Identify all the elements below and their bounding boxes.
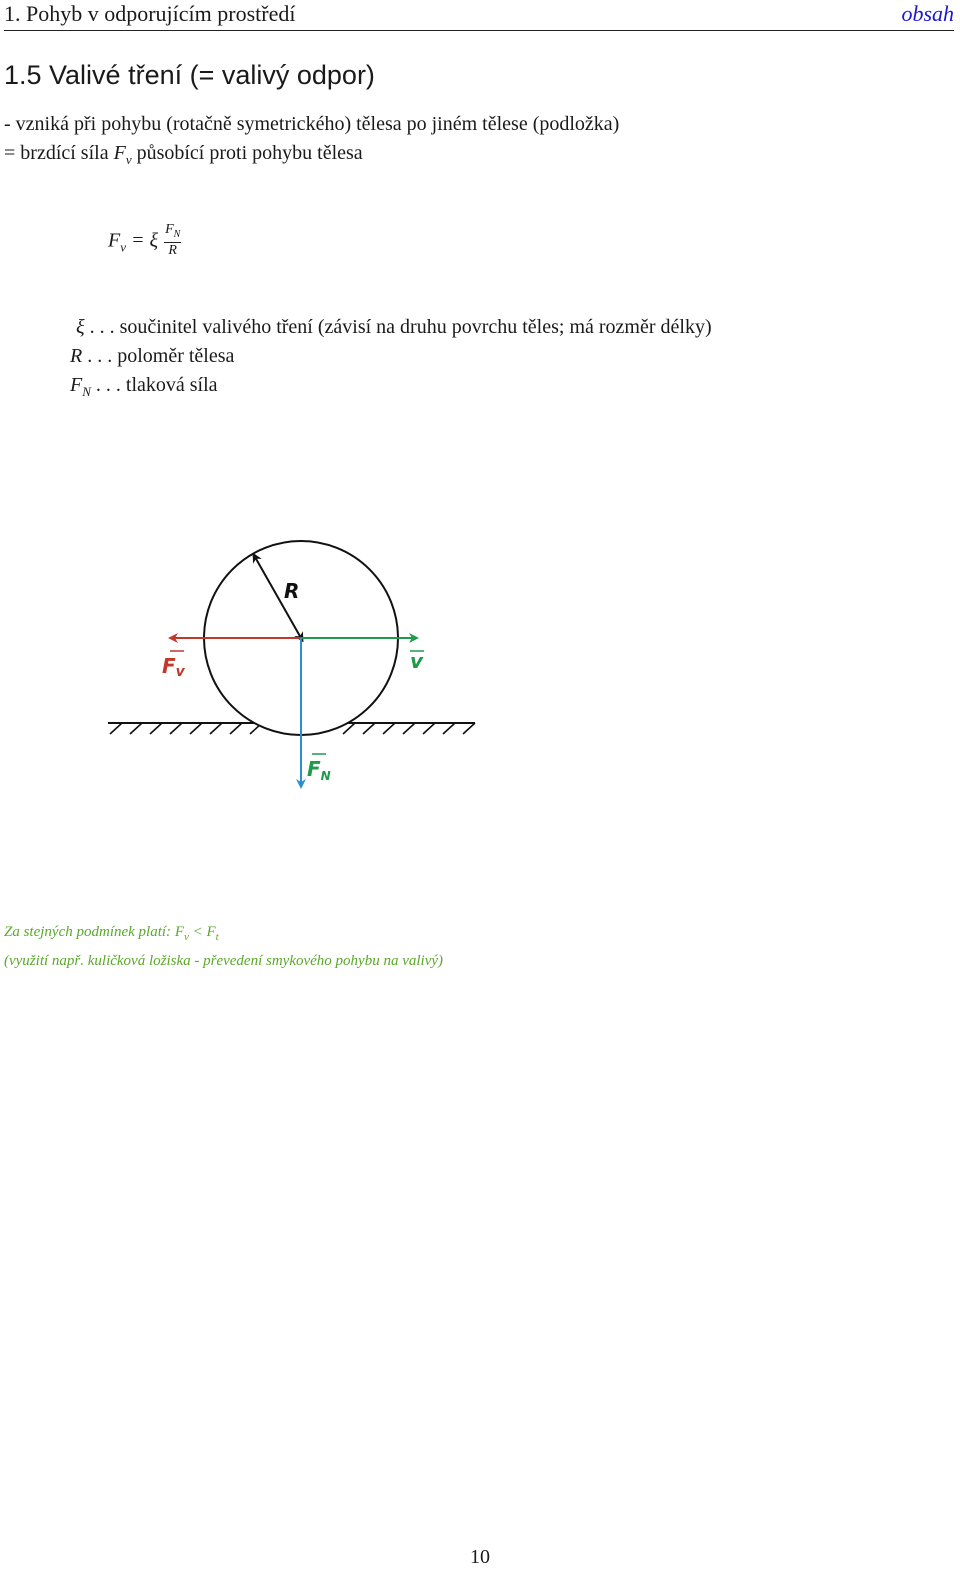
note-line-1 xyxy=(4,922,219,947)
note-symbol-b-sub: t xyxy=(215,931,219,943)
formula-denominator: R xyxy=(168,242,177,258)
contents-link[interactable]: obsah xyxy=(901,1,954,26)
note-symbol-b: F xyxy=(206,924,216,940)
definition-text: . . . součinitel valivého tření (závisí na druhu povrchu těles; má rozměr délky) xyxy=(89,316,712,338)
page-number: 10 xyxy=(470,1546,490,1568)
formula-numerator xyxy=(164,222,181,243)
definition-text: . . . tlaková síla xyxy=(95,374,218,396)
normal-force-symbol: F xyxy=(307,757,321,781)
definition-symbol: R xyxy=(70,345,83,367)
friction-force-label xyxy=(162,654,186,680)
formula-num-symbol: F xyxy=(165,222,174,237)
body-line-2-post: působící proti pohybu tělesa xyxy=(136,142,363,164)
note-line-2: (využití např. kuličková ložiska - převedení smykového pohybu na valivý) xyxy=(4,953,444,969)
note-operator: < xyxy=(192,924,203,940)
radius-label: R xyxy=(284,579,300,603)
definition-radius xyxy=(70,343,234,369)
formula-lhs-sub: v xyxy=(120,239,126,255)
definition-text: . . . poloměr tělesa xyxy=(87,345,235,367)
definition-normal-force xyxy=(70,372,218,405)
formula-num-sub: N xyxy=(173,228,181,240)
header-rule xyxy=(4,30,954,31)
rolling-resistance-formula xyxy=(108,224,181,261)
formula-lhs: F xyxy=(108,229,121,252)
body-line-2-pre: = brzdící síla xyxy=(4,142,109,164)
note-symbol-a: F xyxy=(174,924,184,940)
force-subscript: v xyxy=(125,152,132,167)
definition-subscript: N xyxy=(82,384,91,399)
running-header: 1. Pohyb v odporujícím prostředí xyxy=(4,1,296,26)
normal-force-subscript: N xyxy=(320,769,331,783)
section-title: 1.5 Valivé tření (= valivý odpor) xyxy=(4,60,375,90)
velocity-label: v xyxy=(410,649,424,673)
body-line-2 xyxy=(4,140,363,173)
definition-xi xyxy=(76,314,712,340)
note-line-1-pre: Za stejných podmínek platí: xyxy=(4,924,172,940)
definition-symbol: F xyxy=(70,374,83,396)
definition-symbol: ξ xyxy=(76,316,85,338)
formula-eq: = ξ xyxy=(131,229,159,252)
body-line-1: - vzniká při pohybu (rotačně symetrického) tělesa po jiném tělese (podložka) xyxy=(4,113,620,135)
normal-force-label xyxy=(307,757,331,783)
formula-fraction xyxy=(164,222,181,258)
force-symbol: F xyxy=(113,142,126,164)
note-symbol-a-sub: v xyxy=(183,931,189,943)
friction-force-subscript: v xyxy=(175,664,185,680)
friction-force-symbol: F xyxy=(162,654,176,678)
rolling-ball-diagram xyxy=(100,540,480,800)
